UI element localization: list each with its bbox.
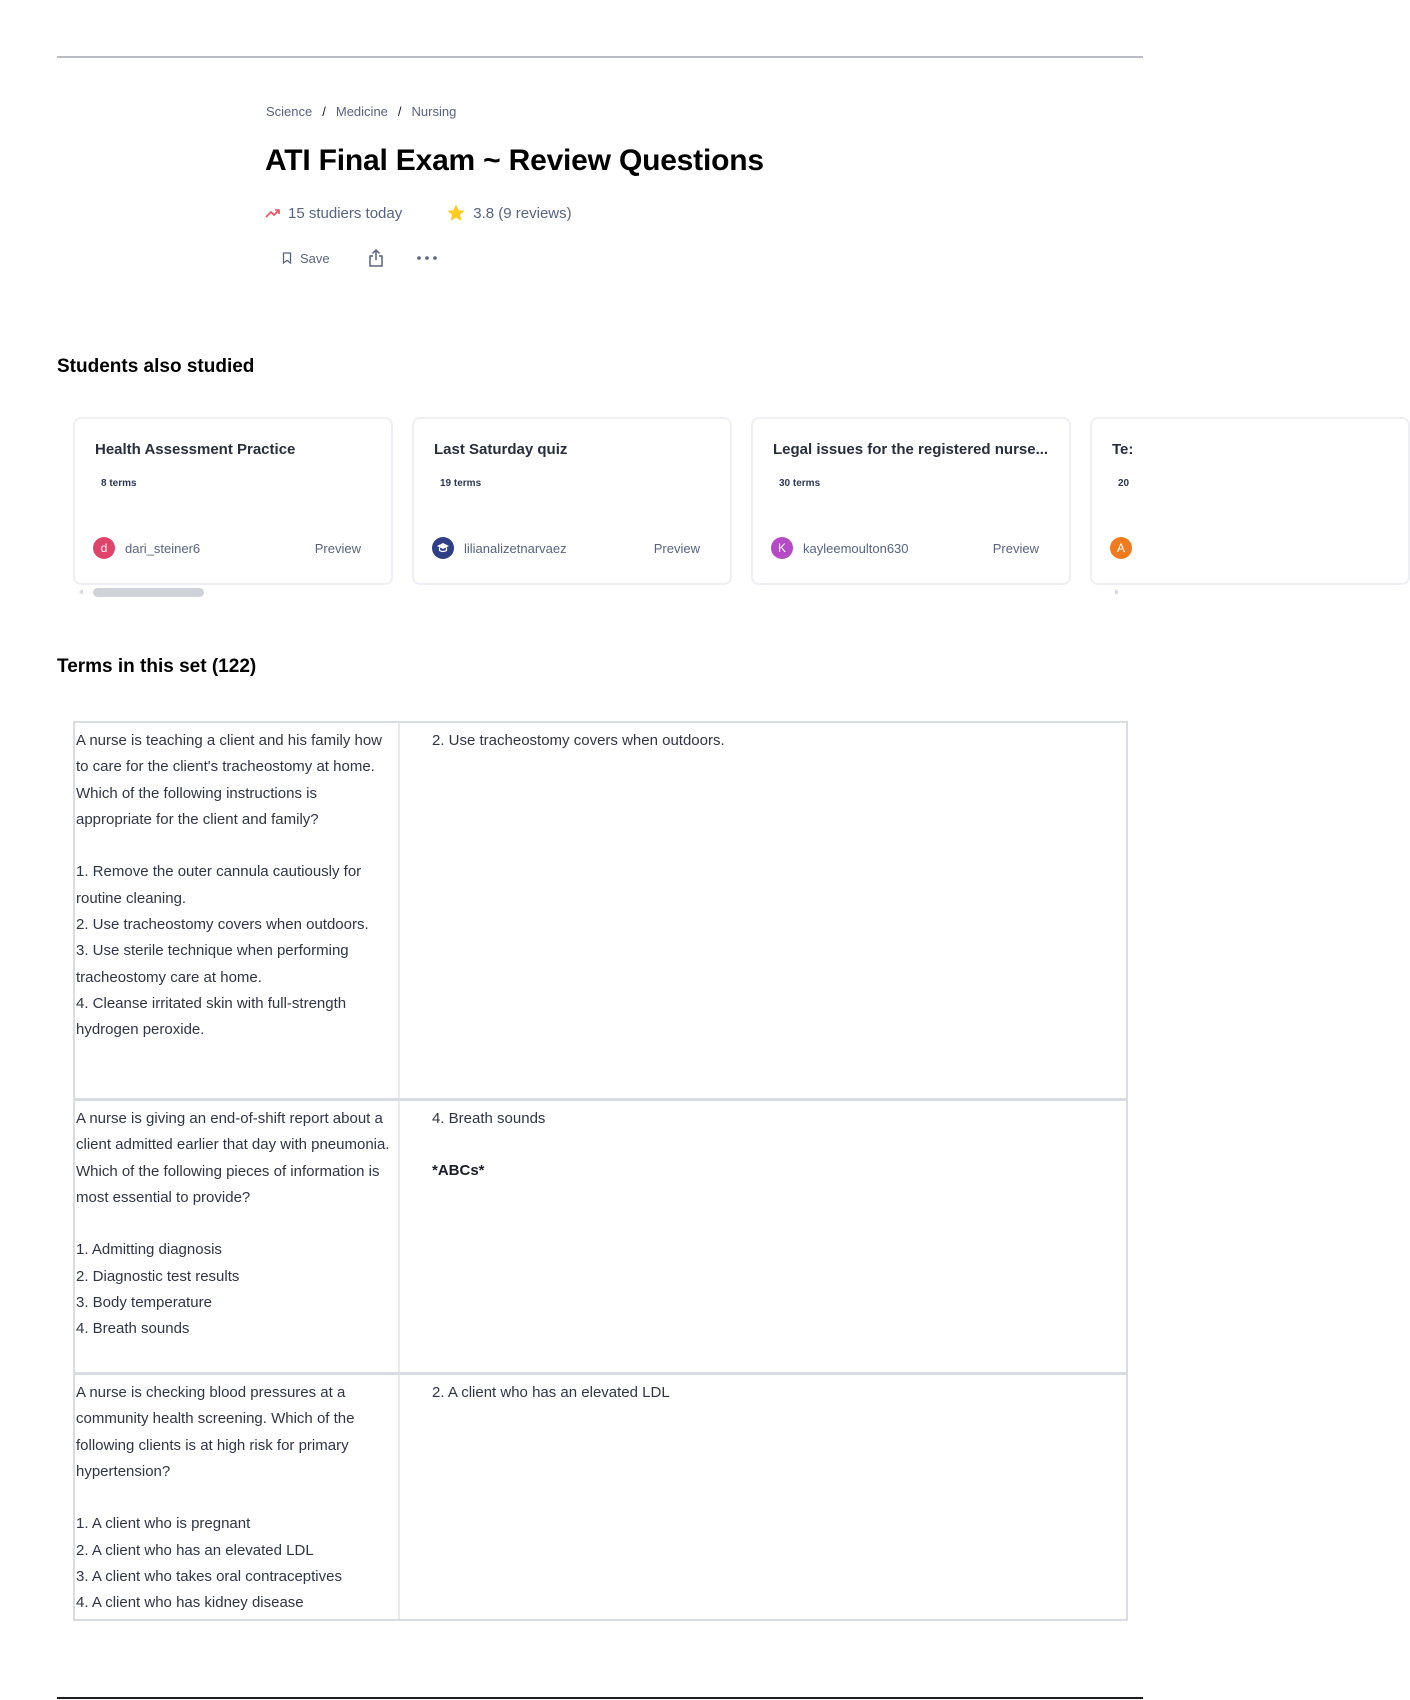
table-row (75, 1098, 1126, 1372)
scroll-right-arrow-icon[interactable] (1115, 589, 1119, 595)
card-author[interactable]: dari_steiner6 (125, 540, 201, 556)
page-title: ATI Final Exam ~ Review Questions (265, 144, 764, 177)
study-set-card[interactable] (1090, 417, 1410, 585)
preview-button[interactable]: Preview (653, 540, 700, 556)
also-studied-carousel (73, 417, 1134, 587)
definition-cell (400, 1101, 1126, 1372)
trending-up-icon (265, 207, 281, 219)
term-text: A nurse is checking blood pressures at a community health screening. Which of the following clients is at high risk for primary hypertension? 1. A client who is pregnant 2. A client who has an elevated LDL 3. A client who takes oral contraceptives 4. A client who has kidney disease (75, 1375, 400, 1619)
avatar: A (1110, 537, 1132, 559)
card-term-count: 30 terms (779, 478, 821, 489)
card-title: Last Saturday quiz (434, 441, 568, 458)
breadcrumb (266, 104, 456, 119)
star-icon (446, 203, 466, 223)
school-icon (436, 541, 450, 555)
studiers-stat (265, 205, 402, 222)
card-author[interactable]: kayleemoulton630 (803, 540, 909, 556)
table-row (75, 1372, 1126, 1619)
save-button[interactable] (282, 251, 330, 266)
breadcrumb-science[interactable]: Science (266, 104, 313, 119)
carousel-scrollbar[interactable] (79, 588, 1119, 598)
table-row (75, 723, 1126, 1098)
card-term-count: 19 terms (440, 478, 482, 489)
share-icon[interactable] (366, 248, 386, 268)
scrollbar-thumb[interactable] (93, 588, 204, 597)
study-set-card[interactable] (751, 417, 1071, 585)
card-term-count: 20 (1118, 478, 1130, 489)
scroll-left-arrow-icon[interactable] (79, 589, 83, 595)
card-title: Te: (1112, 441, 1134, 458)
study-set-card[interactable] (412, 417, 732, 585)
card-title: Legal issues for the registered nurse... (773, 441, 1049, 458)
study-set-card[interactable] (73, 417, 393, 585)
avatar (432, 537, 454, 559)
avatar: K (771, 537, 793, 559)
breadcrumb-separator: / (322, 104, 326, 119)
definition-cell (400, 723, 1126, 1098)
set-actions (282, 248, 438, 268)
terms-heading: Terms in this set (122) (57, 656, 257, 677)
bottom-divider (57, 1697, 1143, 1699)
avatar: d (93, 537, 115, 559)
also-studied-heading: Students also studied (57, 356, 255, 377)
definition-text: 2. A client who has an elevated LDL (432, 1384, 670, 1401)
card-author[interactable]: lilianalizetnarvaez (464, 540, 567, 556)
card-title: Health Assessment Practice (95, 441, 296, 458)
definition-note: *ABCs* (432, 1162, 485, 1180)
set-stats (265, 203, 572, 223)
definition-text: 2. Use tracheostomy covers when outdoors. (432, 732, 725, 749)
card-term-count: 8 terms (101, 478, 137, 489)
more-options-icon[interactable] (416, 255, 438, 261)
term-text: A nurse is teaching a client and his family how to care for the client's tracheostomy at home. Which of the following instructions is appropriate for the client and family? 1. Remove the outer cannula cautiously for routine cleaning. 2. Use tracheostomy covers when outdoors. 3. Use sterile technique when performing tracheostomy care at home. 4. Cleanse irritated skin with full-strength hydrogen peroxide. (75, 723, 400, 1098)
rating-stat[interactable] (446, 203, 571, 223)
top-divider (57, 56, 1143, 58)
bookmark-icon (282, 252, 292, 264)
term-text: A nurse is giving an end-of-shift report about a client admitted earlier that day with pneumonia. Which of the following pieces of information is most essential to provide? 1. Admitting diagnosis 2. Diagnostic test results 3. Body temperature 4. Breath sounds (75, 1101, 400, 1372)
definition-text: 4. Breath sounds (432, 1110, 546, 1127)
terms-table (73, 721, 1128, 1621)
preview-button[interactable]: Preview (992, 540, 1039, 556)
breadcrumb-separator: / (397, 104, 402, 119)
breadcrumb-nursing[interactable]: Nursing (411, 104, 457, 119)
definition-cell (400, 1375, 1126, 1619)
preview-button[interactable]: Preview (314, 540, 361, 556)
rating-value: 3.8 (9 reviews) (473, 204, 572, 222)
breadcrumb-medicine[interactable]: Medicine (335, 104, 388, 119)
save-label: Save (300, 250, 330, 266)
studiers-count: 15 studiers today (288, 204, 403, 222)
